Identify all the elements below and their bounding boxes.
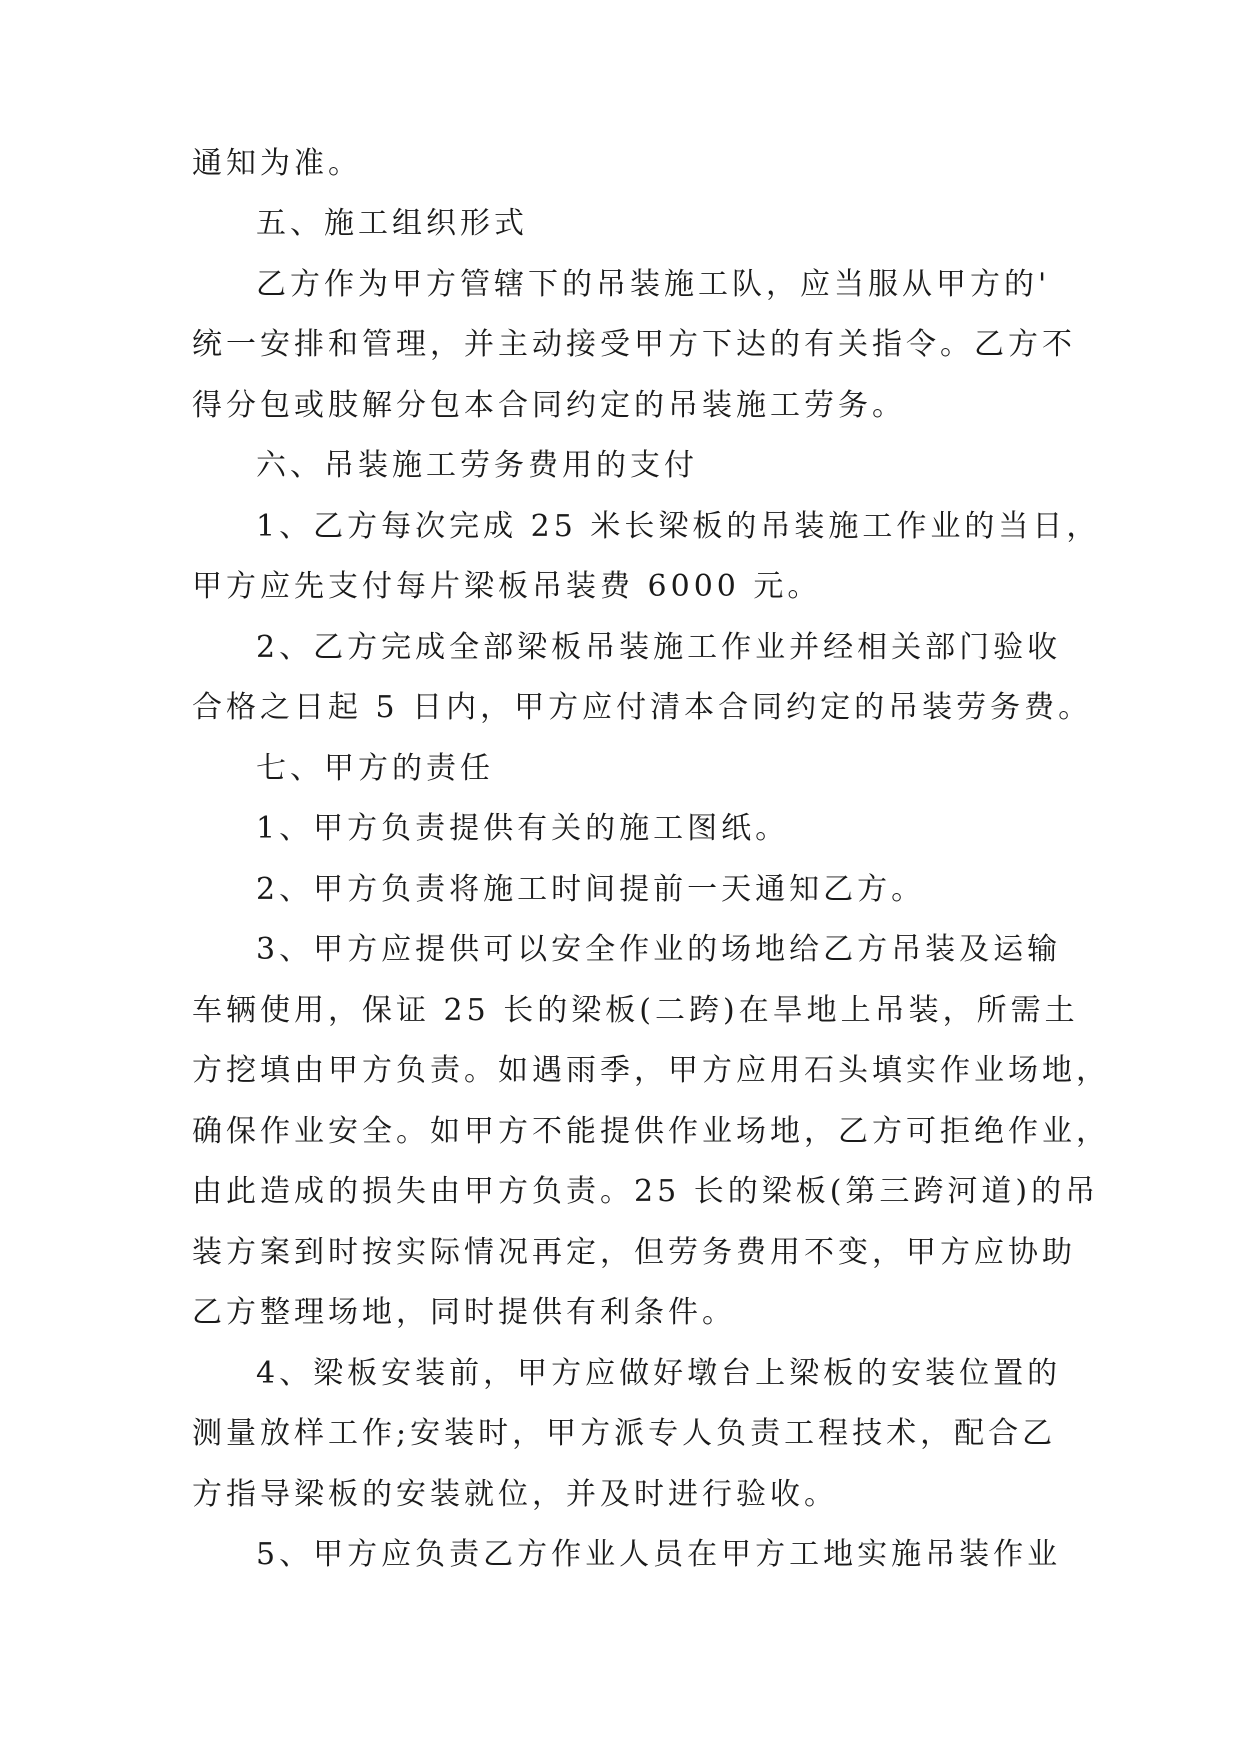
section-heading: 五、施工组织形式 — [256, 206, 528, 241]
body-text-line: 方指导梁板的安装就位，并及时进行验收。 — [192, 1477, 838, 1512]
body-text-line: 确保作业安全。如甲方不能提供作业场地，乙方可拒绝作业， — [192, 1114, 1110, 1149]
body-text-line: 测量放样工作;安装时，甲方派专人负责工程技术，配合乙 — [192, 1416, 1057, 1451]
paragraph-first-line: 乙方作为甲方管辖下的吊装施工队，应当服从甲方的' — [256, 267, 1051, 302]
body-text-line: 得分包或肢解分包本合同约定的吊装施工劳务。 — [192, 388, 906, 423]
body-text-line: 统一安排和管理，并主动接受甲方下达的有关指令。乙方不 — [192, 327, 1076, 362]
section-heading: 七、甲方的责任 — [256, 751, 494, 786]
body-text-line: 车辆使用，保证 25 长的梁板(二跨)在旱地上吊装，所需土 — [192, 993, 1079, 1028]
paragraph-first-line: 4、梁板安装前，甲方应做好墩台上梁板的安装位置的 — [256, 1356, 1062, 1391]
section-heading: 六、吊装施工劳务费用的支付 — [256, 448, 698, 483]
paragraph-first-line: 2、甲方负责将施工时间提前一天通知乙方。 — [256, 872, 926, 907]
body-text-line: 甲方应先支付每片梁板吊装费 6000 元。 — [192, 569, 822, 604]
paragraph-first-line: 5、甲方应负责乙方作业人员在甲方工地实施吊装作业 — [256, 1537, 1062, 1572]
body-text-line: 通知为准。 — [192, 146, 362, 181]
paragraph-first-line: 1、乙方每次完成 25 米长梁板的吊装施工作业的当日， — [256, 509, 1101, 544]
paragraph-first-line: 3、甲方应提供可以安全作业的场地给乙方吊装及运输 — [256, 932, 1062, 967]
body-text-line: 方挖填由甲方负责。如遇雨季，甲方应用石头填实作业场地， — [192, 1053, 1110, 1088]
body-text-line: 装方案到时按实际情况再定，但劳务费用不变，甲方应协助 — [192, 1235, 1076, 1270]
paragraph-first-line: 1、甲方负责提供有关的施工图纸。 — [256, 811, 790, 846]
body-text-line: 乙方整理场地，同时提供有利条件。 — [192, 1295, 736, 1330]
paragraph-first-line: 2、乙方完成全部梁板吊装施工作业并经相关部门验收 — [256, 630, 1062, 665]
body-text-line: 由此造成的损失由甲方负责。25 长的梁板(第三跨河道)的吊 — [192, 1174, 1100, 1209]
body-text-line: 合格之日起 5 日内，甲方应付清本合同约定的吊装劳务费。 — [192, 690, 1093, 725]
